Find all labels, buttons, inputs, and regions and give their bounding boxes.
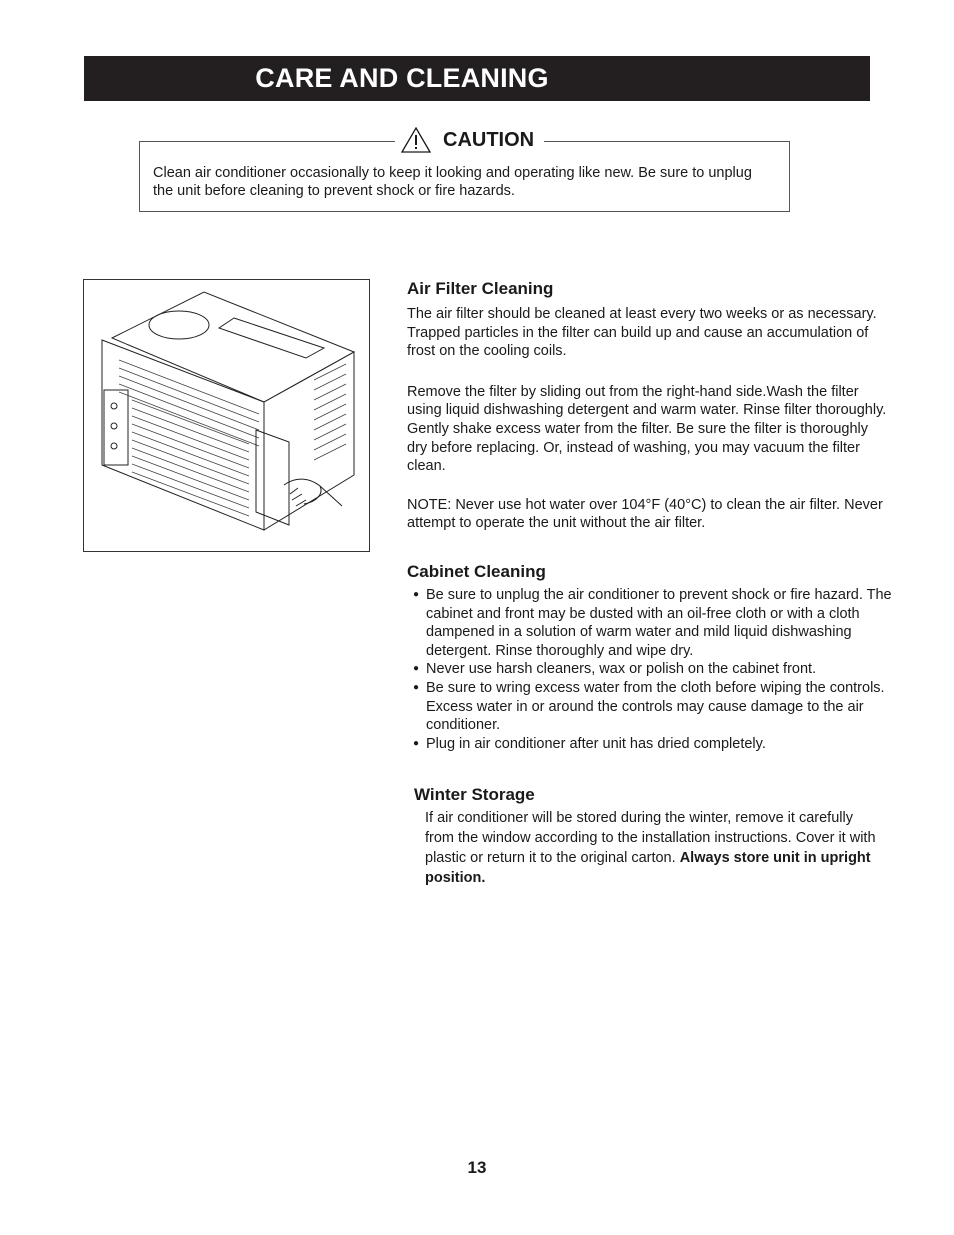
air-filter-figure [83, 279, 370, 552]
warning-triangle-icon [401, 127, 431, 153]
list-item: ● Be sure to unplug the air conditioner to prevent shock or fire hazard. The cabinet and front may be dusted with an oil-free cloth or with a cloth dampened in a solution of warm water and mild liquid dishwashing detergent. Rinse thoroughly and wipe dry. [413, 587, 892, 659]
list-item: ● Never use harsh cleaners, wax or polish on the cabinet front. [413, 661, 817, 678]
air-filter-para1: The air filter should be cleaned at least every two weeks or as necessary. Trapped particles in the filter can build up and cause an accumulation of frost on the cooling coils. [407, 306, 877, 360]
bullet-icon: ● [413, 737, 420, 749]
cabinet-bullets [413, 586, 893, 753]
winter-bold-text: Always store unit in upright position. [425, 850, 871, 886]
bullet-icon: ● [413, 589, 420, 600]
air-filter-note: NOTE: Never use hot water over 104°F (40°C) to clean the air filter. Never attempt to operate the unit without the air filter. [407, 496, 883, 532]
caution-text: Clean air conditioner occasionally to keep it looking and operating like new. Be sure to unplug the unit before cleaning to prevent shock or fire hazards. [153, 165, 752, 199]
caution-legend [395, 125, 544, 155]
air-filter-heading: Air Filter Cleaning [407, 279, 554, 298]
cabinet-heading-block [407, 562, 887, 582]
winter-text-block [425, 808, 885, 888]
air-filter-para2: Remove the filter by sliding out from the right-hand side.Wash the filter using liquid dishwashing detergent and warm water. Rinse filter thoroughly. Gently shake excess water from the filter. Be sure the filter is thoroughly dry before replacing. Or, instead of washing, you may vacuum the filter clean. [407, 383, 887, 475]
winter-heading-block [414, 785, 894, 805]
air-conditioner-filter-removal-illustration [84, 280, 369, 551]
caution-label: CAUTION [443, 128, 535, 151]
page-title-banner [84, 56, 870, 101]
page-title: CARE AND CLEANING [255, 63, 549, 93]
list-item: ● Be sure to wring excess water from the cloth before wiping the controls. Excess water in or around the controls may cause damage to the air conditioner. [413, 679, 885, 734]
winter-heading: Winter Storage [414, 785, 535, 804]
winter-text: If air conditioner will be stored during the winter, remove it carefully from the window according to the installation instructions. Cover it with plastic or return it to the original carton. [425, 810, 876, 866]
air-filter-section [407, 279, 887, 533]
cabinet-heading: Cabinet Cleaning [407, 562, 546, 581]
bullet-icon: ● [413, 663, 420, 675]
page-number: 13 [467, 1158, 487, 1177]
list-item: ● Plug in air conditioner after unit has dried completely. [413, 735, 766, 752]
caution-box [139, 128, 790, 212]
bullet-icon: ● [413, 681, 420, 693]
